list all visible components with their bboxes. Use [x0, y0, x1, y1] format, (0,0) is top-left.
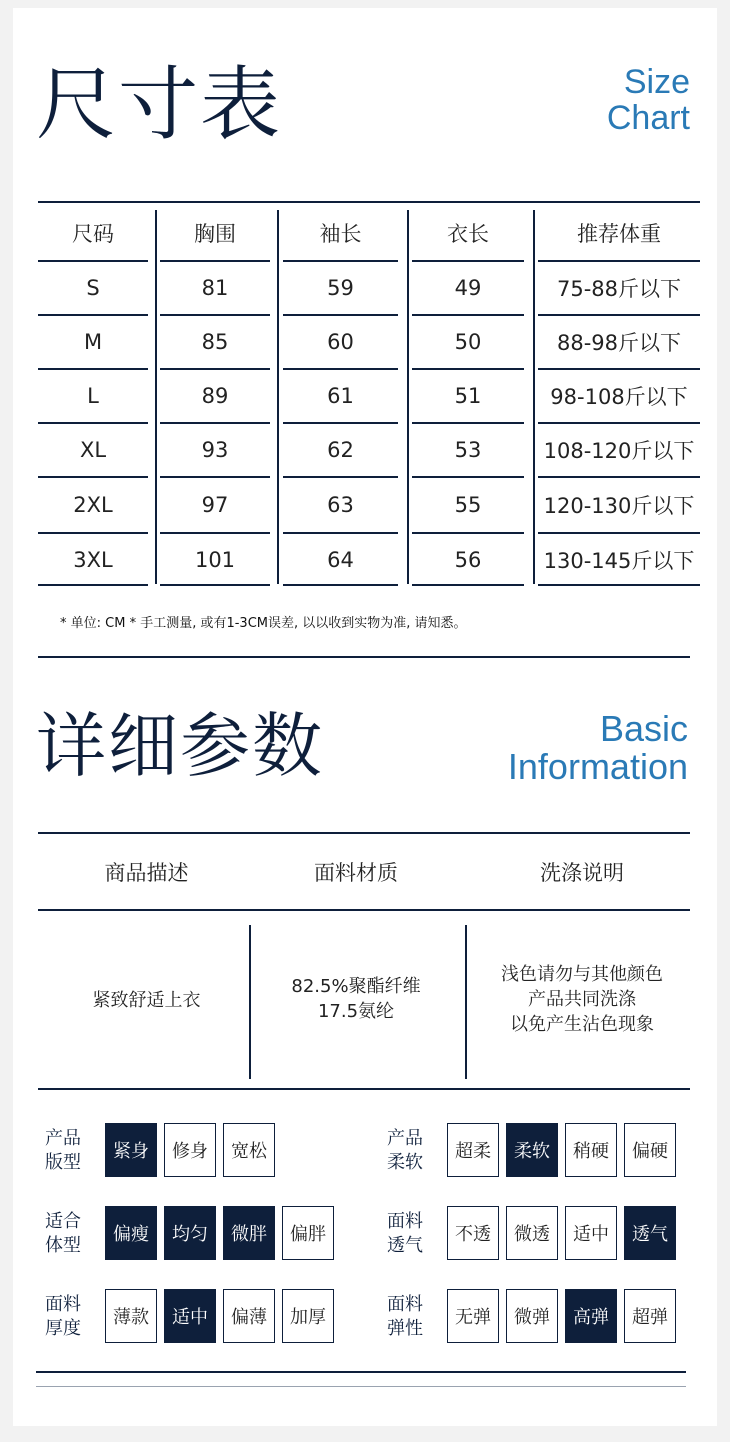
size-table-cell: 55	[454, 492, 482, 517]
basic-info-title-en-line2: Information	[507, 746, 688, 787]
size-table-cell: 63	[327, 492, 354, 517]
size-table-row-rule	[538, 314, 700, 316]
attribute-option-body: 均匀	[164, 1206, 216, 1260]
attribute-option-soft: 稍硬	[565, 1123, 617, 1177]
size-table-cell: 56	[454, 548, 482, 572]
attribute-option-elastic: 无弹	[447, 1289, 499, 1343]
size-table-row-rule	[283, 260, 398, 262]
size-table-cell: 93	[201, 437, 229, 462]
size-table-cell: 85	[201, 329, 229, 354]
size-table-cell: 62	[327, 437, 354, 462]
attribute-label-line: 版型	[45, 1152, 81, 1173]
size-table-cell: 81	[201, 275, 229, 300]
size-table-row-rule	[38, 260, 148, 262]
size-table-row-rule	[538, 422, 700, 424]
material-line-2: 17.5氨纶	[317, 1001, 395, 1022]
attribute-option-fit: 紧身	[105, 1123, 157, 1177]
size-table-row-rule	[538, 584, 700, 586]
attribute-label-line: 体型	[45, 1235, 81, 1256]
section-divider	[38, 656, 690, 658]
size-table-cell: 50	[454, 329, 482, 354]
attribute-label-line: 适合	[45, 1211, 81, 1232]
size-table-cell: 101	[194, 548, 236, 572]
info-table-top-rule	[38, 832, 690, 834]
size-table-col-divider	[155, 210, 157, 584]
attribute-option-breath: 微透	[506, 1206, 558, 1260]
info-material-value	[250, 974, 462, 1024]
size-table-cell: 88-98斤以下	[556, 330, 682, 355]
size-table-cell: 60	[327, 329, 354, 354]
size-table-row-rule	[160, 476, 270, 478]
attribute-option-soft: 超柔	[447, 1123, 499, 1177]
size-table-cell: 98-108斤以下	[550, 384, 688, 409]
basic-info-title: 详细参数	[36, 705, 324, 787]
attribute-label-line: 产品	[387, 1128, 423, 1149]
attribute-label-elastic	[387, 1293, 423, 1341]
size-table-header: 尺码	[72, 222, 114, 246]
size-table-row-rule	[412, 422, 524, 424]
size-table-row-rule	[412, 314, 524, 316]
attribute-label-line: 面料	[387, 1294, 423, 1315]
size-table-cell: L	[87, 383, 99, 408]
size-table-row-rule	[283, 422, 398, 424]
size-table-cell: S	[86, 275, 100, 300]
info-header-washing: 洗涤说明	[540, 861, 624, 885]
size-table-row-rule	[160, 422, 270, 424]
attribute-label-line: 柔软	[387, 1152, 423, 1173]
info-washing-value	[467, 962, 697, 1037]
size-table-cell: 49	[454, 275, 482, 300]
size-table-row-rule	[283, 368, 398, 370]
size-chart-title-en-line1: Size	[623, 63, 690, 101]
size-table-cell: 75-88斤以下	[556, 276, 682, 301]
size-table-row-rule	[38, 314, 148, 316]
size-note: * 单位: CM * 手工测量, 或有1-3CM误差, 以以收到实物为准, 请知悉。	[60, 616, 467, 631]
size-chart-title-en	[607, 64, 690, 136]
size-table-top-rule	[38, 201, 700, 203]
size-table-header: 胸围	[194, 222, 236, 246]
size-table-cell: M	[83, 329, 103, 354]
basic-info-title-en-line1: Basic	[599, 708, 688, 749]
info-table-header-rule	[38, 909, 690, 911]
attribute-label-body	[45, 1210, 81, 1258]
info-description-value: 紧致舒适上衣	[92, 990, 201, 1011]
size-table-row-rule	[412, 368, 524, 370]
size-table-cell: 108-120斤以下	[543, 438, 695, 463]
size-table-row-rule	[160, 532, 270, 534]
size-table-row-rule	[283, 532, 398, 534]
attribute-option-breath: 适中	[565, 1206, 617, 1260]
attribute-label-thick	[45, 1293, 81, 1341]
attribute-option-thick: 适中	[164, 1289, 216, 1343]
size-table-row-rule	[538, 260, 700, 262]
washing-line-3: 以免产生沾色现象	[510, 1014, 654, 1035]
attribute-label-line: 产品	[45, 1128, 81, 1149]
attribute-option-body: 偏胖	[282, 1206, 334, 1260]
size-table-row-rule	[538, 476, 700, 478]
attribute-label-line: 面料	[45, 1294, 81, 1315]
size-table-cell: 120-130斤以下	[543, 493, 695, 518]
size-table-row-rule	[412, 584, 524, 586]
info-header-description: 商品描述	[104, 861, 189, 885]
attribute-label-line: 弹性	[387, 1318, 423, 1339]
size-table-cell: 64	[327, 548, 354, 572]
size-table-row-rule	[38, 584, 148, 586]
size-table-row-rule	[38, 476, 148, 478]
attribute-option-breath: 透气	[624, 1206, 676, 1260]
size-table-row-rule	[538, 532, 700, 534]
size-table-cell: 53	[454, 437, 482, 462]
attribute-option-body: 微胖	[223, 1206, 275, 1260]
size-chart-title: 尺寸表	[36, 58, 282, 151]
attribute-option-thick: 偏薄	[223, 1289, 275, 1343]
size-table-row-rule	[412, 532, 524, 534]
washing-line-2: 产品共同洗涤	[528, 989, 636, 1010]
basic-info-title-en	[508, 710, 688, 786]
size-table-cell: 61	[327, 383, 354, 408]
attribute-option-soft: 偏硬	[624, 1123, 676, 1177]
size-table-header: 袖长	[319, 222, 362, 246]
size-table-row-rule	[538, 368, 700, 370]
attribute-option-thick: 加厚	[282, 1289, 334, 1343]
size-table-cell: 130-145斤以下	[543, 549, 695, 573]
washing-line-1: 浅色请勿与其他颜色	[501, 964, 663, 985]
material-line-1: 82.5%聚酯纤维	[291, 976, 421, 997]
attribute-label-breath	[387, 1210, 423, 1258]
size-table-row-rule	[283, 314, 398, 316]
size-table-row-rule	[160, 584, 270, 586]
attribute-label-line: 面料	[387, 1211, 423, 1232]
footer-rule-thin	[36, 1386, 686, 1387]
info-table-bottom-rule	[38, 1088, 690, 1090]
size-chart-title-en-line2: Chart	[606, 99, 690, 137]
attribute-option-elastic: 超弹	[624, 1289, 676, 1343]
size-table-row-rule	[38, 422, 148, 424]
attribute-label-soft	[387, 1127, 423, 1175]
size-table-cell: 89	[201, 383, 229, 408]
attribute-option-elastic: 微弹	[506, 1289, 558, 1343]
attribute-option-elastic: 高弹	[565, 1289, 617, 1343]
size-table-col-divider	[407, 210, 409, 584]
attribute-option-fit: 修身	[164, 1123, 216, 1177]
attribute-label-line: 厚度	[45, 1318, 81, 1339]
size-table-row-rule	[160, 314, 270, 316]
size-table-cell: XL	[79, 437, 107, 462]
size-table-cell: 59	[327, 275, 354, 300]
size-table-row-rule	[283, 584, 398, 586]
size-table-cell: 3XL	[73, 548, 113, 572]
size-table-cell: 51	[454, 383, 482, 408]
size-table-header: 衣长	[447, 222, 489, 246]
attribute-option-soft: 柔软	[506, 1123, 558, 1177]
size-table-row-rule	[412, 476, 524, 478]
size-table-col-divider	[277, 210, 279, 584]
info-header-material: 面料材质	[314, 861, 398, 885]
attribute-label-line: 透气	[387, 1235, 423, 1256]
size-table-col-divider	[533, 210, 535, 584]
size-table-row-rule	[38, 532, 148, 534]
size-table-row-rule	[412, 260, 524, 262]
size-table-row-rule	[160, 260, 270, 262]
size-table-header: 推荐体重	[577, 222, 661, 246]
size-table-cell: 97	[201, 492, 229, 517]
footer-rule	[36, 1371, 686, 1373]
attribute-option-breath: 不透	[447, 1206, 499, 1260]
attribute-option-body: 偏瘦	[105, 1206, 157, 1260]
size-table-row-rule	[160, 368, 270, 370]
size-table-cell: 2XL	[73, 492, 113, 517]
size-table-row-rule	[283, 476, 398, 478]
attribute-option-fit: 宽松	[223, 1123, 275, 1177]
attribute-label-fit	[45, 1127, 81, 1175]
attribute-option-thick: 薄款	[105, 1289, 157, 1343]
size-table-row-rule	[38, 368, 148, 370]
